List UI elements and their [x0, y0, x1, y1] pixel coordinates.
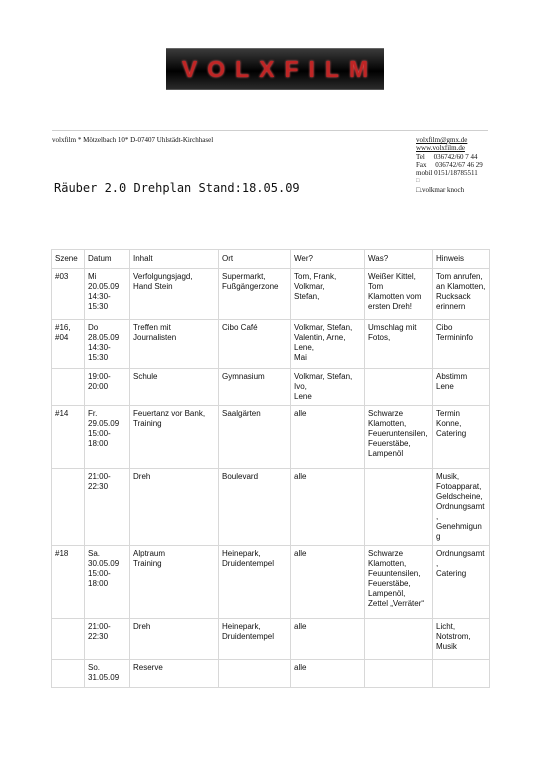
- table-header-row: [52, 250, 490, 269]
- table-row: [52, 660, 490, 688]
- cell-text: 19:00-20:00: [88, 372, 111, 391]
- contact-signature: □.volkmar knoch: [416, 185, 465, 194]
- cell-wer: [291, 269, 365, 320]
- table-row: [52, 546, 490, 619]
- cell-ort: [219, 269, 291, 320]
- cell-datum: [85, 406, 130, 469]
- document-title: Räuber 2.0 Drehplan Stand:18.05.09: [54, 181, 300, 195]
- cell-ort: [219, 469, 291, 546]
- cell-text: #03: [55, 272, 69, 281]
- cell-text: Boulevard: [222, 472, 259, 481]
- cell-was: [365, 406, 433, 469]
- contact-email[interactable]: volxfilm@gmx.de: [416, 136, 468, 144]
- cell-wer: [291, 619, 365, 660]
- cell-szene: [52, 406, 85, 469]
- cell-text: Schwarze Klamotten, Feueruntensilen, Feuerstäbe, Lampenöl: [368, 409, 428, 458]
- cell-text: Heinepark, Druidentempel: [222, 549, 275, 568]
- cell-szene: [52, 546, 85, 619]
- cell-hinweis: [433, 320, 490, 369]
- table-row: [52, 619, 490, 660]
- cell-text: alle: [294, 663, 307, 672]
- cell-datum: [85, 269, 130, 320]
- cell-text: Heinepark, Druidentempel: [222, 622, 275, 641]
- cell-datum: [85, 660, 130, 688]
- cell-was: [365, 660, 433, 688]
- cell-was: [365, 469, 433, 546]
- cell-text: Tom anrufen, an Klamotten, Rucksack erinnern: [436, 272, 486, 311]
- cell-datum: [85, 369, 130, 406]
- table-row: [52, 269, 490, 320]
- cell-was: [365, 619, 433, 660]
- cell-szene: [52, 469, 85, 546]
- cell-szene: [52, 619, 85, 660]
- cell-inhalt: [130, 406, 219, 469]
- header-ort: Ort: [219, 250, 291, 269]
- cell-wer: [291, 469, 365, 546]
- cell-text: alle: [294, 622, 307, 631]
- cell-text: alle: [294, 409, 307, 418]
- cell-ort: [219, 406, 291, 469]
- cell-datum: [85, 619, 130, 660]
- cell-szene: [52, 369, 85, 406]
- cell-text: Umschlag mit Fotos,: [368, 323, 417, 342]
- cell-text: 21:00- 22:30: [88, 622, 111, 641]
- cell-ort: [219, 320, 291, 369]
- cell-hinweis: [433, 469, 490, 546]
- cell-hinweis: [433, 660, 490, 688]
- cell-hinweis: [433, 269, 490, 320]
- cell-text: Weißer Kittel, Tom Klamotten vom ersten Dreh!: [368, 272, 422, 311]
- cell-wer: [291, 660, 365, 688]
- header-szene: Szene: [52, 250, 85, 269]
- cell-text: Feuertanz vor Bank, Training: [133, 409, 206, 428]
- cell-text: Volkmar, Stefan, Valentin, Arne, Lene, Mai: [294, 323, 353, 362]
- cell-ort: [219, 546, 291, 619]
- cell-inhalt: [130, 619, 219, 660]
- cell-text: alle: [294, 549, 307, 558]
- cell-wer: [291, 369, 365, 406]
- cell-was: [365, 546, 433, 619]
- table-row: [52, 369, 490, 406]
- cell-text: Dreh: [133, 472, 151, 481]
- cell-hinweis: [433, 369, 490, 406]
- cell-text: Do 28.05.09 14:30- 15:30: [88, 323, 120, 362]
- cell-text: Abstimm Lene: [436, 372, 468, 391]
- header-datum: Datum: [85, 250, 130, 269]
- cell-text: Ordnungsamt, Catering: [436, 549, 485, 578]
- cell-inhalt: [130, 469, 219, 546]
- cell-text: Cibo Café: [222, 323, 258, 332]
- cell-text: Tom, Frank, Volkmar, Stefan,: [294, 272, 337, 301]
- contact-mobil: mobil 0151/18785511: [416, 169, 478, 178]
- cell-text: Alptraum Training: [133, 549, 166, 568]
- cell-inhalt: [130, 660, 219, 688]
- cell-text: Saalgärten: [222, 409, 261, 418]
- cell-text: alle: [294, 472, 307, 481]
- cell-was: [365, 320, 433, 369]
- cell-datum: [85, 320, 130, 369]
- cell-text: Licht, Notstrom, Musik: [436, 622, 471, 651]
- sender-address: volxfilm * Mötzelbach 10* D-07407 Uhlstädt-Kirchhasel: [52, 136, 214, 144]
- cell-text: Volkmar, Stefan, Ivo, Lene: [294, 372, 353, 401]
- cell-text: Treffen mit Journalisten: [133, 323, 177, 342]
- cell-text: Schwarze Klamotten, Feuuntensilen, Feuerstäbe, Lampenöl, Zettel „Verräter“: [368, 549, 425, 608]
- cell-szene: [52, 269, 85, 320]
- cell-text: Supermarkt, Fußgängerzone: [222, 272, 279, 291]
- cell-text: So. 31.05.09: [88, 663, 120, 682]
- table-row: [52, 406, 490, 469]
- contact-tel: Tel 036742/60 7 44: [416, 152, 478, 161]
- header-was: Was?: [365, 250, 433, 269]
- cell-text: #16, #04: [55, 323, 71, 342]
- table-row: [52, 469, 490, 546]
- cell-ort: [219, 369, 291, 406]
- cell-inhalt: [130, 269, 219, 320]
- cell-ort: [219, 619, 291, 660]
- cell-wer: [291, 546, 365, 619]
- contact-fax: Fax 036742/67 46 29: [416, 160, 483, 169]
- cell-text: Mi 20.05.09 14:30-15:30: [88, 272, 120, 311]
- cell-szene: [52, 320, 85, 369]
- cell-text: #14: [55, 409, 69, 418]
- cell-was: [365, 269, 433, 320]
- cell-text: 21:00-22:30: [88, 472, 111, 491]
- cell-text: Musik, Fotoapparat, Geldscheine, Ordnungsamt, Genehmigung: [436, 472, 485, 541]
- logo-text: VOLXFILM: [181, 55, 379, 82]
- contact-blank-mark: □: [416, 178, 420, 185]
- contact-web[interactable]: www.volxfilm.de: [416, 144, 465, 153]
- cell-text: Gymnasium: [222, 372, 265, 381]
- cell-inhalt: [130, 546, 219, 619]
- cell-datum: [85, 546, 130, 619]
- cell-text: Reserve: [133, 663, 163, 672]
- cell-text: Dreh: [133, 622, 151, 631]
- volxfilm-logo: [166, 48, 384, 90]
- cell-text: Cibo Termininfo: [436, 323, 473, 342]
- header-inhalt: Inhalt: [130, 250, 219, 269]
- cell-hinweis: [433, 619, 490, 660]
- cell-text: Termin Konne, Catering: [436, 409, 467, 438]
- cell-ort: [219, 660, 291, 688]
- cell-hinweis: [433, 546, 490, 619]
- cell-wer: [291, 320, 365, 369]
- cell-inhalt: [130, 369, 219, 406]
- cell-datum: [85, 469, 130, 546]
- contact-block: [416, 136, 492, 194]
- cell-wer: [291, 406, 365, 469]
- cell-text: Verfolgungsjagd, Hand Stein: [133, 272, 193, 291]
- cell-text: Schule: [133, 372, 158, 381]
- cell-inhalt: [130, 320, 219, 369]
- table-row: [52, 320, 490, 369]
- cell-text: Sa. 30.05.09 15:00-18:00: [88, 549, 120, 588]
- cell-hinweis: [433, 406, 490, 469]
- header-hinweis: Hinweis: [433, 250, 490, 269]
- cell-szene: [52, 660, 85, 688]
- cell-text: Fr. 29.05.09 15:00-18:00: [88, 409, 120, 448]
- shooting-schedule-table: [51, 249, 490, 688]
- cell-was: [365, 369, 433, 406]
- cell-text: #18: [55, 549, 69, 558]
- header-wer: Wer?: [291, 250, 365, 269]
